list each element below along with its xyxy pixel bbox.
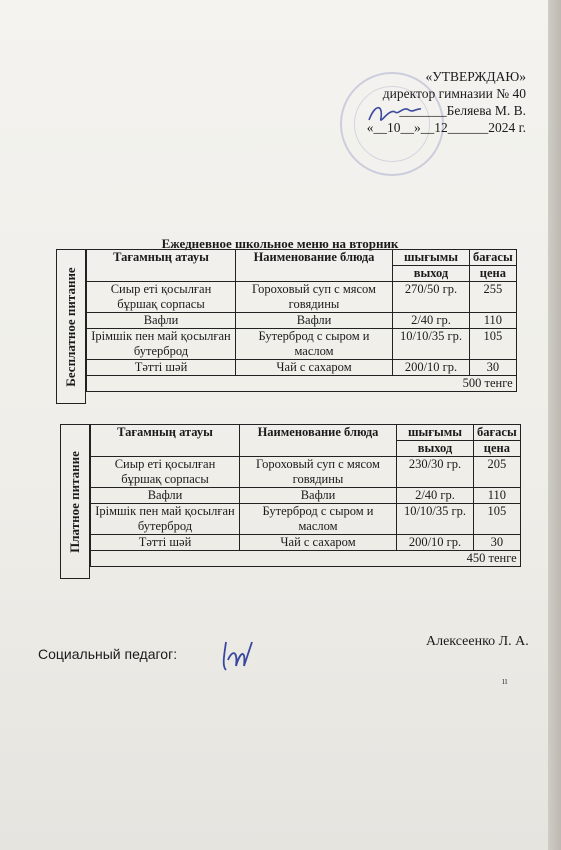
dish-kz: Вафли	[91, 488, 240, 504]
dish-ru: Вафли	[236, 313, 393, 329]
header-kz-name: Тағамның атауы	[87, 250, 236, 282]
header-price-ru: цена	[474, 441, 521, 457]
dish-ru: Чай с сахаром	[236, 360, 393, 376]
dish-kz: Тәтті шәй	[91, 535, 240, 551]
table-row	[91, 488, 521, 504]
header-ru-name: Наименование блюда	[236, 250, 393, 282]
dish-kz: Сиыр еті қосылған бұршақ сорпасы	[91, 457, 240, 488]
dish-yield: 270/50 гр.	[393, 282, 470, 313]
approve-line-1: «УТВЕРЖДАЮ»	[425, 69, 526, 84]
pedagog-signature-icon	[218, 636, 258, 676]
paid-meals-block	[60, 424, 536, 579]
table-header-row	[87, 250, 517, 266]
menu-title: Ежедневное школьное меню на вторник	[161, 236, 399, 251]
free-meals-table	[86, 249, 517, 392]
dish-ru: Бутерброд с сыром и маслом	[240, 504, 397, 535]
table-row	[91, 504, 521, 535]
free-meals-label-cell	[56, 249, 86, 404]
total-row	[91, 551, 521, 567]
pedagog-label: Социальный педагог:	[38, 646, 178, 662]
dish-yield: 10/10/35 гр.	[393, 329, 470, 360]
total-value: 450 тенге	[91, 551, 521, 567]
dish-yield: 230/30 гр.	[397, 457, 474, 488]
table-row	[87, 282, 517, 313]
header-kz-name: Тағамның атауы	[91, 425, 240, 457]
approve-line-4: «__10__»__12______2024 г.	[366, 120, 526, 135]
dish-price: 110	[470, 313, 517, 329]
total-value: 500 тенге	[87, 376, 517, 392]
table-row	[91, 535, 521, 551]
table-row	[91, 457, 521, 488]
paid-meals-label-cell	[60, 424, 90, 579]
dish-price: 110	[474, 488, 521, 504]
header-yield-kz: шығымы	[393, 250, 470, 266]
dish-kz: Сиыр еті қосылған бұршақ сорпасы	[87, 282, 236, 313]
table-row	[87, 329, 517, 360]
header-ru-name: Наименование блюда	[240, 425, 397, 457]
table-header-row	[91, 425, 521, 441]
header-price-kz: бағасы	[474, 425, 521, 441]
header-yield-ru: выход	[397, 441, 474, 457]
dish-yield: 10/10/35 гр.	[397, 504, 474, 535]
pencil-mark: ıı	[502, 676, 508, 687]
dish-kz: Ірімшік пен май қосылған бутерброд	[91, 504, 240, 535]
paid-meals-table	[90, 424, 521, 567]
dish-price: 30	[474, 535, 521, 551]
dish-ru: Гороховый суп с мясом говядины	[236, 282, 393, 313]
dish-yield: 200/10 гр.	[393, 360, 470, 376]
dish-kz: Тәтті шәй	[87, 360, 236, 376]
header-yield-kz: шығымы	[397, 425, 474, 441]
free-meals-block	[56, 249, 529, 404]
pedagog-name: Алексеенко Л. А.	[426, 634, 529, 649]
dish-ru: Чай с сахаром	[240, 535, 397, 551]
dish-ru: Вафли	[240, 488, 397, 504]
free-meals-label: Бесплатное питание	[63, 266, 78, 387]
paid-meals-label: Платное питание	[67, 450, 82, 553]
dish-price: 105	[474, 504, 521, 535]
table-row	[87, 313, 517, 329]
dish-kz: Вафли	[87, 313, 236, 329]
page-edge	[548, 0, 561, 850]
approval-block	[356, 68, 526, 136]
header-yield-ru: выход	[393, 266, 470, 282]
dish-yield: 2/40 гр.	[393, 313, 470, 329]
dish-yield: 2/40 гр.	[397, 488, 474, 504]
dish-price: 255	[470, 282, 517, 313]
dish-ru: Бутерброд с сыром и маслом	[236, 329, 393, 360]
table-row	[87, 360, 517, 376]
header-price-ru: цена	[470, 266, 517, 282]
header-price-kz: бағасы	[470, 250, 517, 266]
dish-ru: Гороховый суп с мясом говядины	[240, 457, 397, 488]
dish-price: 105	[470, 329, 517, 360]
dish-price: 30	[470, 360, 517, 376]
dish-price: 205	[474, 457, 521, 488]
approve-line-3: _______Беляева М. В.	[399, 103, 526, 118]
dish-yield: 200/10 гр.	[397, 535, 474, 551]
total-row	[87, 376, 517, 392]
dish-kz: Ірімшік пен май қосылған бутерброд	[87, 329, 236, 360]
approve-line-2: директор гимназии № 40	[382, 86, 526, 101]
